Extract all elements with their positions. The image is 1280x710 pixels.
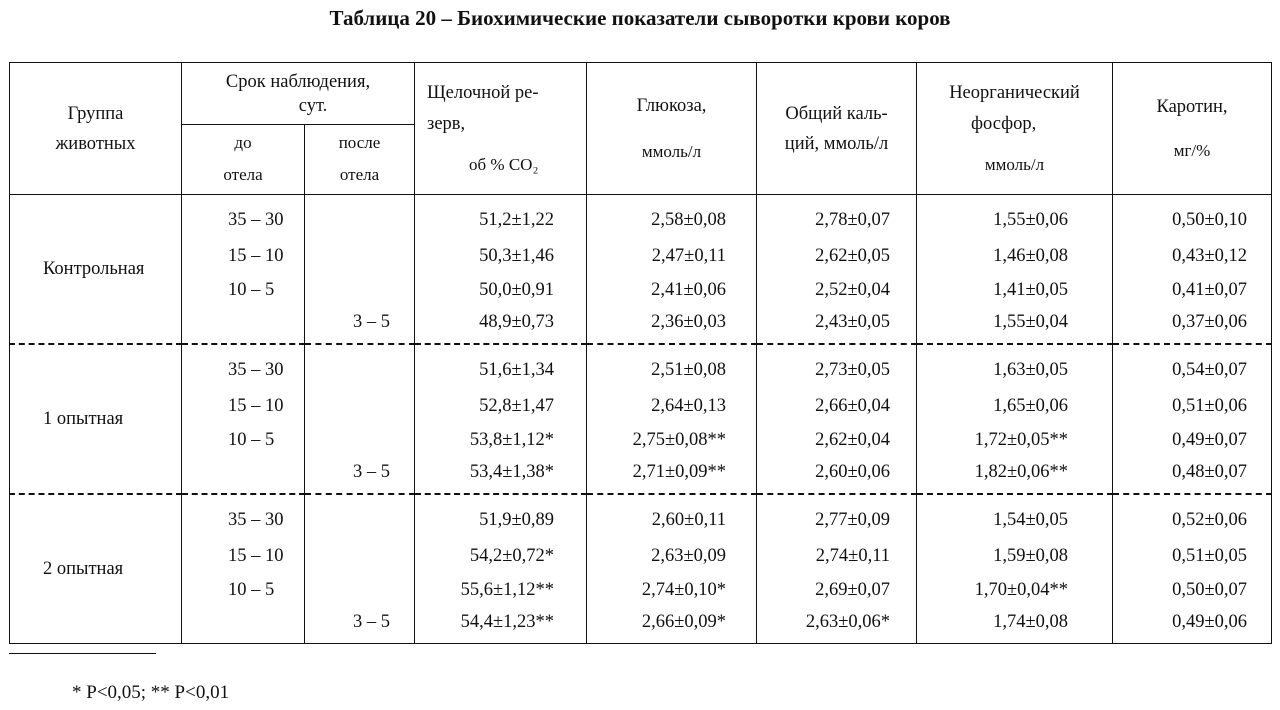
cell-carotene: 0,50±0,10	[1113, 195, 1272, 240]
cell-calcium: 2,77±0,09	[757, 494, 917, 539]
cell-after	[305, 344, 415, 389]
cell-alkaline: 50,0±0,91	[415, 273, 587, 307]
cell-calcium: 2,74±0,11	[757, 539, 917, 573]
cell-before	[182, 607, 305, 644]
table-title: Таблица 20 – Биохимические показатели сыворотки крови коров	[329, 6, 951, 30]
cell-before	[182, 307, 305, 344]
cell-glucose: 2,58±0,08	[587, 195, 757, 240]
cell-after	[305, 273, 415, 307]
cell-phosphorus: 1,55±0,04	[917, 307, 1113, 344]
cell-after: 3 – 5	[305, 307, 415, 344]
cell-after: 3 – 5	[305, 457, 415, 494]
cell-alkaline: 51,2±1,22	[415, 195, 587, 240]
cell-calcium: 2,52±0,04	[757, 273, 917, 307]
cell-carotene: 0,43±0,12	[1113, 239, 1272, 273]
table-row	[10, 539, 1272, 573]
header-glucose	[587, 63, 757, 195]
cell-phosphorus: 1,46±0,08	[917, 239, 1113, 273]
cell-glucose: 2,41±0,06	[587, 273, 757, 307]
cell-before: 10 – 5	[182, 273, 305, 307]
table-row	[10, 273, 1272, 307]
table-row	[10, 607, 1272, 644]
cell-glucose: 2,71±0,09**	[587, 457, 757, 494]
cell-phosphorus: 1,74±0,08	[917, 607, 1113, 644]
header-after-line1: после	[338, 132, 381, 152]
footnote-divider	[9, 653, 156, 654]
cell-carotene: 0,54±0,07	[1113, 344, 1272, 389]
cell-before: 15 – 10	[182, 239, 305, 273]
cell-phosphorus: 1,41±0,05	[917, 273, 1113, 307]
header-phosphorus	[917, 63, 1113, 195]
table-row	[10, 389, 1272, 423]
header-phosphorus-line1: Неорганический	[949, 82, 1080, 103]
cell-before: 15 – 10	[182, 539, 305, 573]
cell-glucose: 2,36±0,03	[587, 307, 757, 344]
cell-carotene: 0,51±0,05	[1113, 539, 1272, 573]
header-carotene-line2: мг/%	[1173, 140, 1211, 160]
cell-calcium: 2,69±0,07	[757, 573, 917, 607]
header-calcium	[757, 63, 917, 195]
cell-carotene: 0,51±0,06	[1113, 389, 1272, 423]
header-phosphorus-line3: ммоль/л	[984, 154, 1045, 174]
cell-carotene: 0,49±0,07	[1113, 423, 1272, 457]
table-body	[10, 195, 1272, 644]
cell-after: 3 – 5	[305, 607, 415, 644]
header-after	[305, 125, 415, 195]
header-calcium-line1: Общий каль-	[785, 103, 888, 124]
cell-calcium: 2,73±0,05	[757, 344, 917, 389]
header-carotene-line1: Каротин,	[1156, 96, 1228, 117]
cell-before: 35 – 30	[182, 344, 305, 389]
table-header	[10, 63, 1272, 195]
cell-glucose: 2,51±0,08	[587, 344, 757, 389]
cell-after	[305, 494, 415, 539]
cell-glucose: 2,63±0,09	[587, 539, 757, 573]
header-alkaline-line1: Щелочной ре-	[427, 82, 539, 103]
table-row	[10, 344, 1272, 389]
cell-alkaline: 53,8±1,12*	[415, 423, 587, 457]
header-period	[182, 63, 415, 125]
cell-phosphorus: 1,72±0,05**	[917, 423, 1113, 457]
cell-carotene: 0,49±0,06	[1113, 607, 1272, 644]
table-row	[10, 195, 1272, 240]
header-group-line2: животных	[55, 133, 136, 154]
cell-phosphorus: 1,63±0,05	[917, 344, 1113, 389]
cell-calcium: 2,63±0,06*	[757, 607, 917, 644]
cell-calcium: 2,60±0,06	[757, 457, 917, 494]
cell-glucose: 2,47±0,11	[587, 239, 757, 273]
cell-before: 15 – 10	[182, 389, 305, 423]
table-row	[10, 457, 1272, 494]
table-row	[10, 239, 1272, 273]
cell-carotene: 0,52±0,06	[1113, 494, 1272, 539]
header-before-line2: отела	[223, 164, 263, 184]
cell-glucose: 2,64±0,13	[587, 389, 757, 423]
header-before-line1: до	[234, 132, 252, 152]
cell-alkaline: 51,9±0,89	[415, 494, 587, 539]
header-carotene	[1113, 63, 1272, 195]
cell-alkaline: 55,6±1,12**	[415, 573, 587, 607]
cell-phosphorus: 1,55±0,06	[917, 195, 1113, 240]
cell-phosphorus: 1,82±0,06**	[917, 457, 1113, 494]
cell-after	[305, 573, 415, 607]
cell-glucose: 2,66±0,09*	[587, 607, 757, 644]
table-row	[10, 573, 1272, 607]
header-after-line2: отела	[339, 164, 380, 184]
cell-after	[305, 195, 415, 240]
cell-glucose: 2,60±0,11	[587, 494, 757, 539]
biochemistry-table	[9, 62, 1272, 644]
cell-before: 35 – 30	[182, 494, 305, 539]
header-period-line1: Срок наблюдения,	[225, 71, 371, 92]
cell-after	[305, 423, 415, 457]
table-row	[10, 307, 1272, 344]
cell-alkaline: 51,6±1,34	[415, 344, 587, 389]
cell-alkaline: 54,4±1,23**	[415, 607, 587, 644]
header-alkaline	[415, 63, 587, 195]
cell-calcium: 2,62±0,05	[757, 239, 917, 273]
cell-alkaline: 53,4±1,38*	[415, 457, 587, 494]
cell-alkaline: 50,3±1,46	[415, 239, 587, 273]
header-period-line2: сут.	[298, 95, 328, 116]
header-alkaline-line2: зерв,	[427, 113, 466, 134]
header-glucose-line1: Глюкоза,	[636, 95, 707, 116]
cell-alkaline: 48,9±0,73	[415, 307, 587, 344]
cell-before	[182, 457, 305, 494]
cell-phosphorus: 1,65±0,06	[917, 389, 1113, 423]
cell-calcium: 2,62±0,04	[757, 423, 917, 457]
header-glucose-line2: ммоль/л	[641, 141, 702, 161]
cell-after	[305, 539, 415, 573]
cell-glucose: 2,75±0,08**	[587, 423, 757, 457]
header-group	[10, 63, 182, 195]
cell-alkaline: 54,2±0,72*	[415, 539, 587, 573]
cell-phosphorus: 1,54±0,05	[917, 494, 1113, 539]
table-row	[10, 494, 1272, 539]
group-name: 2 опытная	[10, 494, 182, 644]
cell-phosphorus: 1,59±0,08	[917, 539, 1113, 573]
header-calcium-line2: ций, ммоль/л	[784, 133, 889, 154]
cell-calcium: 2,66±0,04	[757, 389, 917, 423]
cell-glucose: 2,74±0,10*	[587, 573, 757, 607]
header-alkaline-line3: об % CO₂	[469, 154, 539, 174]
cell-alkaline: 52,8±1,47	[415, 389, 587, 423]
cell-carotene: 0,37±0,06	[1113, 307, 1272, 344]
cell-phosphorus: 1,70±0,04**	[917, 573, 1113, 607]
header-phosphorus-line2: фосфор,	[971, 113, 1037, 134]
cell-after	[305, 239, 415, 273]
cell-before: 10 – 5	[182, 423, 305, 457]
cell-calcium: 2,78±0,07	[757, 195, 917, 240]
header-before	[182, 125, 305, 195]
table-row	[10, 423, 1272, 457]
footnote: * P<0,05; ** P<0,01	[72, 682, 230, 703]
cell-calcium: 2,43±0,05	[757, 307, 917, 344]
cell-carotene: 0,41±0,07	[1113, 273, 1272, 307]
cell-carotene: 0,50±0,07	[1113, 573, 1272, 607]
cell-after	[305, 389, 415, 423]
cell-carotene: 0,48±0,07	[1113, 457, 1272, 494]
group-name: Контрольная	[10, 195, 182, 345]
group-name: 1 опытная	[10, 344, 182, 494]
header-group-line1: Группа	[67, 103, 124, 124]
cell-before: 10 – 5	[182, 573, 305, 607]
cell-before: 35 – 30	[182, 195, 305, 240]
